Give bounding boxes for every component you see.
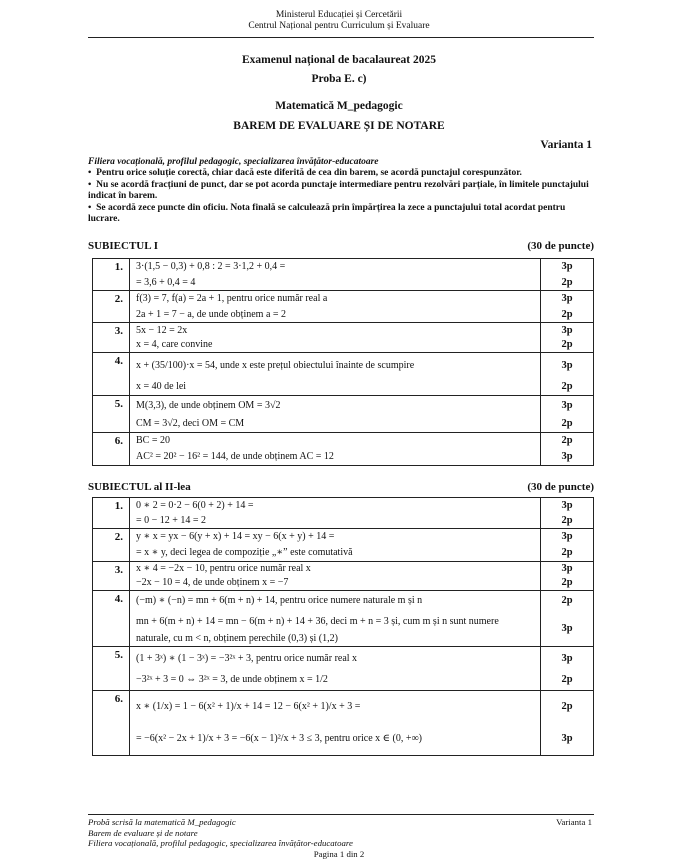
barem-row xyxy=(93,591,594,647)
footer xyxy=(88,817,594,849)
solution-line: −2x − 10 = 4, de unde obținem x = −7 xyxy=(136,577,289,588)
solution-cell xyxy=(130,353,541,396)
item-number: 4. xyxy=(114,593,123,605)
subiect2-heading xyxy=(88,481,594,493)
points-value: 2p xyxy=(561,435,573,446)
solution-line: 5x − 12 = 2x xyxy=(136,325,188,336)
points-value: 3p xyxy=(561,653,573,664)
solution-cell xyxy=(130,291,541,323)
points-value: 2p xyxy=(561,577,573,588)
item-number: 2. xyxy=(114,293,123,305)
barem-row xyxy=(93,647,594,691)
solution-line: naturale, cu m < n, obținem perechile (0,3) și (1,2) xyxy=(136,633,338,644)
solution-cell xyxy=(130,691,541,756)
points-value: 2p xyxy=(561,595,573,606)
solution-line: x ∗ 4 = −2x − 10, pentru orice număr real x xyxy=(136,563,311,574)
points-cell xyxy=(541,647,594,691)
footer-line: Barem de evaluare și de notare xyxy=(88,827,198,838)
proba-title: Proba E. c) xyxy=(311,73,367,85)
solution-line: = 3,6 + 0,4 = 4 xyxy=(136,277,196,288)
instruction-bullet: • Pentru orice soluție corectă, chiar dacă este diferită de cea din barem, se acordă punctajul corespunzător. xyxy=(88,168,522,179)
barem-row xyxy=(93,323,594,353)
item-number-cell xyxy=(93,396,130,433)
solution-line: M(3,3), de unde obținem OM = 3√2 xyxy=(136,400,281,411)
solution-cell xyxy=(130,498,541,529)
subiect1-table xyxy=(92,258,594,466)
points-value: 2p xyxy=(561,674,573,685)
solution-line: 0 ∗ 2 = 0·2 − 6(0 + 2) + 14 = xyxy=(136,500,254,511)
solution-cell xyxy=(130,433,541,466)
footer-variant: Varianta 1 xyxy=(556,817,592,827)
points-value: 2p xyxy=(561,309,573,320)
solution-line: (1 + 3ˣ) ∗ (1 − 3ˣ) = −3²ˣ + 3, pentru orice număr real x xyxy=(136,653,358,664)
solution-line: BC = 20 xyxy=(136,435,170,446)
subiect1-title: SUBIECTUL I xyxy=(88,240,159,252)
solution-line: x = 40 de lei xyxy=(136,381,187,392)
center-name: Centrul Național pentru Curriculum și Evaluare xyxy=(248,21,430,31)
solution-line: y ∗ x = yx − 6(y + x) + 14 = xy − 6(x + y) + 14 = xyxy=(136,531,335,542)
points-value: 3p xyxy=(561,531,573,542)
item-number: 6. xyxy=(114,435,123,447)
item-number: 4. xyxy=(114,355,123,367)
points-cell xyxy=(541,433,594,466)
solution-line: (−m) ∗ (−n) = mn + 6(m + n) + 14, pentru orice numere naturale m și n xyxy=(136,595,423,606)
points-value: 2p xyxy=(561,339,573,350)
item-number-cell xyxy=(93,591,130,647)
subiect1-points: (30 de puncte) xyxy=(527,240,594,252)
variant-label: Varianta 1 xyxy=(540,139,592,151)
points-value: 2p xyxy=(561,515,573,526)
solution-line: 2a + 1 = 7 − a, de unde obținem a = 2 xyxy=(136,309,287,320)
item-number-cell xyxy=(93,647,130,691)
barem-row xyxy=(93,259,594,291)
solution-line: 3·(1,5 − 0,3) + 0,8 : 2 = 3·1,2 + 0,4 = xyxy=(136,261,286,272)
points-value: 3p xyxy=(561,623,573,634)
page-number: Pagina 1 din 2 xyxy=(313,849,365,859)
points-value: 2p xyxy=(561,277,573,288)
solution-line: AC² = 20² − 16² = 144, de unde obținem AC = 12 xyxy=(136,451,334,462)
exam-title: Examenul național de bacalaureat 2025 xyxy=(241,54,437,66)
barem-row xyxy=(93,396,594,433)
points-cell xyxy=(541,529,594,562)
solution-cell xyxy=(130,259,541,291)
points-cell xyxy=(541,498,594,529)
item-number-cell xyxy=(93,562,130,591)
barem-row xyxy=(93,291,594,323)
points-value: 3p xyxy=(561,360,573,371)
ministry-name: Ministerul Educației și Cercetării xyxy=(275,10,403,20)
barem-row xyxy=(93,691,594,756)
points-value: 3p xyxy=(561,563,573,574)
solution-cell xyxy=(130,323,541,353)
item-number: 1. xyxy=(114,500,123,512)
item-number: 5. xyxy=(114,398,123,410)
points-cell xyxy=(541,562,594,591)
barem-row xyxy=(93,433,594,466)
subiect2-points: (30 de puncte) xyxy=(527,481,594,493)
points-cell xyxy=(541,259,594,291)
item-number-cell xyxy=(93,691,130,756)
subject-title: Matematică M_pedagogic xyxy=(275,100,403,112)
filiera-line: Filiera vocațională, profilul pedagogic, specializarea învățător-educatoare xyxy=(88,157,379,167)
item-number: 2. xyxy=(114,531,123,543)
solution-line: mn + 6(m + n) + 14 = mn − 6(m + n) + 14 + 36, deci m + n = 3 și, cum m și n sunt numere xyxy=(136,616,499,627)
points-cell xyxy=(541,291,594,323)
item-number: 3. xyxy=(114,325,123,337)
item-number-cell xyxy=(93,433,130,466)
footer-line: Filiera vocațională, profilul pedagogic, specializarea învățător-educatoare xyxy=(88,838,353,849)
solution-line: CM = 3√2, deci OM = CM xyxy=(136,418,245,429)
points-value: 2p xyxy=(561,381,573,392)
points-cell xyxy=(541,396,594,433)
item-number-cell xyxy=(93,353,130,396)
points-value: 3p xyxy=(561,261,573,272)
points-cell xyxy=(541,323,594,353)
points-value: 3p xyxy=(561,733,573,744)
points-value: 2p xyxy=(561,547,573,558)
instruction-bullet: • Nu se acordă fracțiuni de punct, dar se pot acorda punctaje intermediare pentru rezolvări parțiale, în limitele punctajului indicat în barem. xyxy=(88,179,589,202)
points-cell xyxy=(541,591,594,647)
solution-line: x ∗ (1/x) = 1 − 6(x² + 1)/x + 14 = 12 − 6(x² + 1)/x + 3 = xyxy=(136,701,361,712)
item-number: 6. xyxy=(114,693,123,705)
solution-cell xyxy=(130,529,541,562)
solution-cell xyxy=(130,647,541,691)
footer-divider xyxy=(88,814,594,815)
instruction-bullet: • Se acordă zece puncte din oficiu. Nota finală se calculează prin împărțirea la zece a punctajului total acordat pentru lucrare. xyxy=(88,202,566,225)
footer-line: Probă scrisă la matematică M_pedagogic xyxy=(88,817,236,827)
solution-line: x + (35/100)·x = 54, unde x este prețul obiectului înainte de scumpire xyxy=(136,360,415,371)
subiect2-title: SUBIECTUL al II-lea xyxy=(88,481,191,493)
solution-line: = x ∗ y, deci legea de compoziție „∗” este comutativă xyxy=(136,547,353,558)
solution-line: −3²ˣ + 3 = 0 ⇔ 3²ˣ = 3, de unde obținem x = 1/2 xyxy=(136,674,328,685)
item-number-cell xyxy=(93,498,130,529)
item-number-cell xyxy=(93,291,130,323)
subiect2-table xyxy=(92,497,594,756)
barem-row xyxy=(93,498,594,529)
points-cell xyxy=(541,353,594,396)
solution-line: x = 4, care convine xyxy=(136,339,213,350)
item-number-cell xyxy=(93,529,130,562)
item-number-cell xyxy=(93,323,130,353)
solution-cell xyxy=(130,591,541,647)
item-number-cell xyxy=(93,259,130,291)
subiect1-heading xyxy=(88,240,594,252)
points-value: 3p xyxy=(561,451,573,462)
solution-line: = 0 − 12 + 14 = 2 xyxy=(136,515,207,526)
points-value: 3p xyxy=(561,293,573,304)
points-cell xyxy=(541,691,594,756)
barem-row xyxy=(93,353,594,396)
points-value: 3p xyxy=(561,400,573,411)
points-value: 2p xyxy=(561,701,573,712)
points-value: 3p xyxy=(561,500,573,511)
barem-title: BAREM DE EVALUARE ȘI DE NOTARE xyxy=(233,120,445,132)
item-number: 1. xyxy=(114,261,123,273)
solution-cell xyxy=(130,562,541,591)
points-value: 2p xyxy=(561,418,573,429)
points-value: 3p xyxy=(561,325,573,336)
item-number: 3. xyxy=(114,564,123,576)
header-divider xyxy=(88,37,594,38)
barem-row xyxy=(93,529,594,562)
barem-row xyxy=(93,562,594,591)
solution-line: f(3) = 7, f(a) = 2a + 1, pentru orice număr real a xyxy=(136,293,328,304)
instructions xyxy=(88,157,594,225)
solution-line: = −6(x² − 2x + 1)/x + 3 = −6(x − 1)²/x + 3 ≤ 3, pentru orice x ∈ (0, +∞) xyxy=(136,733,422,744)
ministry-header xyxy=(0,10,678,32)
item-number: 5. xyxy=(114,649,123,661)
solution-cell xyxy=(130,396,541,433)
